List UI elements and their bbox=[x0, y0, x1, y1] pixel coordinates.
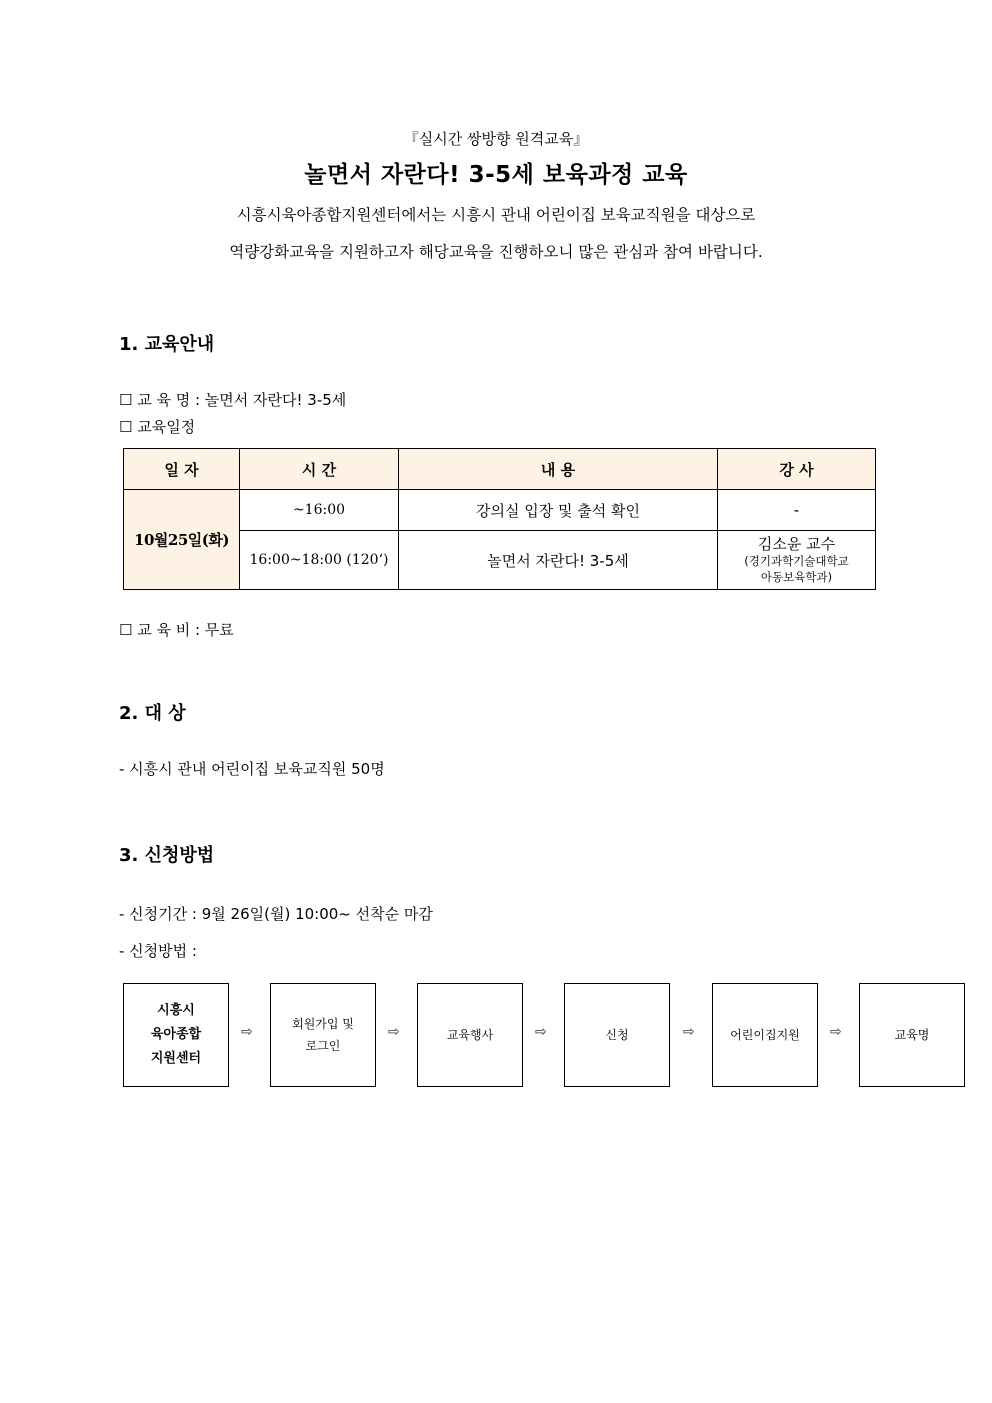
instructor-affiliation-2: 아동보육학과) bbox=[760, 569, 833, 584]
step-box-signup bbox=[270, 983, 376, 1087]
instructor-cell bbox=[718, 531, 876, 590]
time-cell: 16:00~18:00 (120‘) bbox=[240, 531, 399, 590]
apply-period: - 신청기간 : 9월 26일(월) 10:00~ 선착순 마감 bbox=[119, 905, 433, 923]
time-cell: ~16:00 bbox=[240, 490, 399, 531]
header-content: 내 용 bbox=[399, 449, 718, 490]
schedule-table bbox=[123, 448, 876, 590]
step-box-center bbox=[123, 983, 229, 1087]
content-cell: 놀면서 자란다! 3-5세 bbox=[399, 531, 718, 590]
instructor-affiliation-1: (경기과학기술대학교 bbox=[744, 553, 849, 568]
step-text: 지원센터 bbox=[150, 1051, 202, 1066]
step-box-apply bbox=[564, 983, 670, 1087]
table-row bbox=[124, 490, 876, 531]
arrow-icon: ⇨ bbox=[683, 1024, 695, 1040]
subtitle: 『실시간 쌍방향 원격교육』 bbox=[403, 130, 589, 148]
course-name: ☐ 교 육 명 : 놀면서 자란다! 3-5세 bbox=[119, 391, 347, 409]
step-text: 로그인 bbox=[305, 1039, 341, 1053]
step-text: 신청 bbox=[605, 1028, 629, 1042]
step-text: 육아종합 bbox=[150, 1027, 202, 1042]
date-cell: 10월25일(화) bbox=[124, 490, 240, 590]
step-text: 어린이집지원 bbox=[730, 1028, 800, 1042]
header-date: 일 자 bbox=[124, 449, 240, 490]
step-box-daycare-support bbox=[712, 983, 818, 1087]
instructor-cell: - bbox=[718, 490, 876, 531]
target-text: - 시흥시 관내 어린이집 보육교직원 50명 bbox=[119, 760, 385, 778]
section-heading-target: 2. 대 상 bbox=[119, 703, 186, 724]
header-time: 시 간 bbox=[240, 449, 399, 490]
arrow-icon: ⇨ bbox=[535, 1024, 547, 1040]
instructor-name: 김소윤 교수 bbox=[757, 534, 836, 553]
table-header-row bbox=[124, 449, 876, 490]
intro-line-2: 역량강화교육을 지원하고자 해당교육을 진행하오니 많은 관심과 참여 바랍니다. bbox=[229, 243, 763, 261]
schedule-label: ☐ 교육일정 bbox=[119, 418, 196, 436]
step-text: 시흥시 bbox=[157, 1003, 195, 1018]
fee: ☐ 교 육 비 : 무료 bbox=[119, 621, 234, 639]
step-text: 회원가입 및 bbox=[292, 1017, 354, 1031]
intro-line-1: 시흥시육아종합지원센터에서는 시흥시 관내 어린이집 보육교직원을 대상으로 bbox=[236, 206, 756, 224]
content-cell: 강의실 입장 및 출석 확인 bbox=[399, 490, 718, 531]
section-heading-guide: 1. 교육안내 bbox=[119, 334, 215, 355]
step-text: 교육행사 bbox=[446, 1028, 494, 1042]
page-title: 놀면서 자란다! 3-5세 보육과정 교육 bbox=[304, 162, 688, 188]
step-box-course-name bbox=[859, 983, 965, 1087]
step-text: 교육명 bbox=[894, 1028, 930, 1042]
arrow-icon: ⇨ bbox=[241, 1024, 253, 1040]
apply-method-label: - 신청방법 : bbox=[119, 942, 197, 960]
section-heading-apply: 3. 신청방법 bbox=[119, 845, 215, 866]
header-instructor: 강 사 bbox=[718, 449, 876, 490]
arrow-icon: ⇨ bbox=[388, 1024, 400, 1040]
arrow-icon: ⇨ bbox=[830, 1024, 842, 1040]
step-box-events bbox=[417, 983, 523, 1087]
